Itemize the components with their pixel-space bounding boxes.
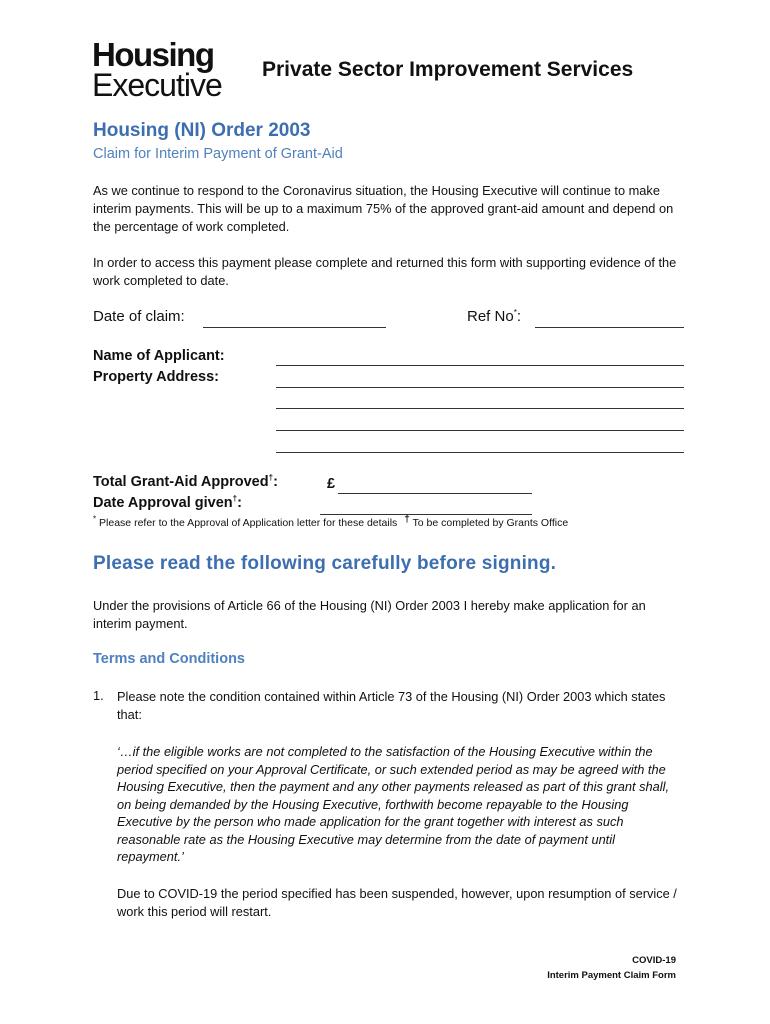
total-grant-aid-label xyxy=(93,474,278,490)
footnote-dagger-text: To be completed by Grants Office xyxy=(412,517,569,529)
total-grant-aid-field[interactable] xyxy=(338,493,532,494)
date-approval-field[interactable] xyxy=(320,514,532,515)
property-address-line-3[interactable] xyxy=(276,430,684,431)
property-address-line-1[interactable] xyxy=(276,387,684,388)
form-subheading: Claim for Interim Payment of Grant-Aid xyxy=(93,146,343,162)
name-of-applicant-field[interactable] xyxy=(276,365,684,366)
total-grant-aid-dagger: † xyxy=(268,473,274,483)
logo-line1: Housing xyxy=(92,36,214,73)
housing-executive-logo xyxy=(92,36,222,103)
property-address-line-4[interactable] xyxy=(276,452,684,453)
intro-paragraph-1: As we continue to respond to the Coronavirus situation, the Housing Executive will continue to make interim payments. This will be up to a maximum 75% of the approved grant-aid amount and depend on the percentage of work completed. xyxy=(93,183,674,234)
ref-no-colon: : xyxy=(516,308,521,325)
ref-no-asterisk: * xyxy=(513,308,517,317)
declaration-paragraph: Under the provisions of Article 66 of the Housing (NI) Order 2003 I hereby make application for an interim payment. xyxy=(93,598,646,631)
footer-line-1: COVID-19 xyxy=(632,955,676,966)
footnote xyxy=(93,513,569,529)
date-of-claim-field[interactable] xyxy=(203,327,386,328)
name-of-applicant-label: Name of Applicant: xyxy=(93,348,225,364)
property-address-label: Property Address: xyxy=(93,369,219,385)
ref-no-field[interactable] xyxy=(535,327,684,328)
terms-heading: Terms and Conditions xyxy=(93,651,245,667)
logo-line2: Executive xyxy=(92,67,222,103)
date-of-claim-label: Date of claim: xyxy=(93,308,185,325)
total-grant-aid-text: Total Grant-Aid Approved xyxy=(93,474,269,490)
read-carefully-heading: Please read the following carefully before signing. xyxy=(93,553,557,574)
property-address-line-2[interactable] xyxy=(276,408,684,409)
header-title: Private Sector Improvement Services xyxy=(262,58,634,81)
total-grant-aid-colon: : xyxy=(273,474,278,490)
footnote-asterisk-text: Please refer to the Approval of Application letter for these details xyxy=(99,517,398,529)
form-heading: Housing (NI) Order 2003 xyxy=(93,120,311,141)
date-approval-label xyxy=(93,495,242,511)
page-footer xyxy=(547,953,676,983)
list-item-number: 1. xyxy=(93,688,104,703)
ref-no-label xyxy=(467,308,521,325)
date-approval-colon: : xyxy=(237,495,242,511)
article-quote: ‘…if the eligible works are not completed to the satisfaction of the Housing Executive within the period specified on your Approval Certificate, or such extended period as may be agreed with the Housing Executive, then the payment and any other payments released as part of this grant shall, on being demanded by the Housing Executive, forthwith become repayable to the Housing Executive by the person who made application for the grant together with interest as such reasonable rate as the Housing Executive may determine from the date of payment until repayment.’ xyxy=(117,744,670,864)
list-item-continuation: Due to COVID-19 the period specified has been suspended, however, upon resumption of service / work this period will restart. xyxy=(117,886,677,919)
footer-line-2: Interim Payment Claim Form xyxy=(547,970,676,981)
footnote-dagger: † xyxy=(404,513,410,525)
date-approval-dagger: † xyxy=(232,494,238,504)
intro-paragraph-2: In order to access this payment please complete and returned this form with supporting evidence of the work completed to date. xyxy=(93,255,677,288)
footnote-asterisk: * xyxy=(93,514,97,524)
ref-no-text: Ref No xyxy=(467,308,514,325)
list-item-text: Please note the condition contained within Article 73 of the Housing (NI) Order 2003 which states that: xyxy=(117,689,666,722)
date-approval-text: Date Approval given xyxy=(93,495,233,511)
pound-sign: £ xyxy=(327,476,336,492)
